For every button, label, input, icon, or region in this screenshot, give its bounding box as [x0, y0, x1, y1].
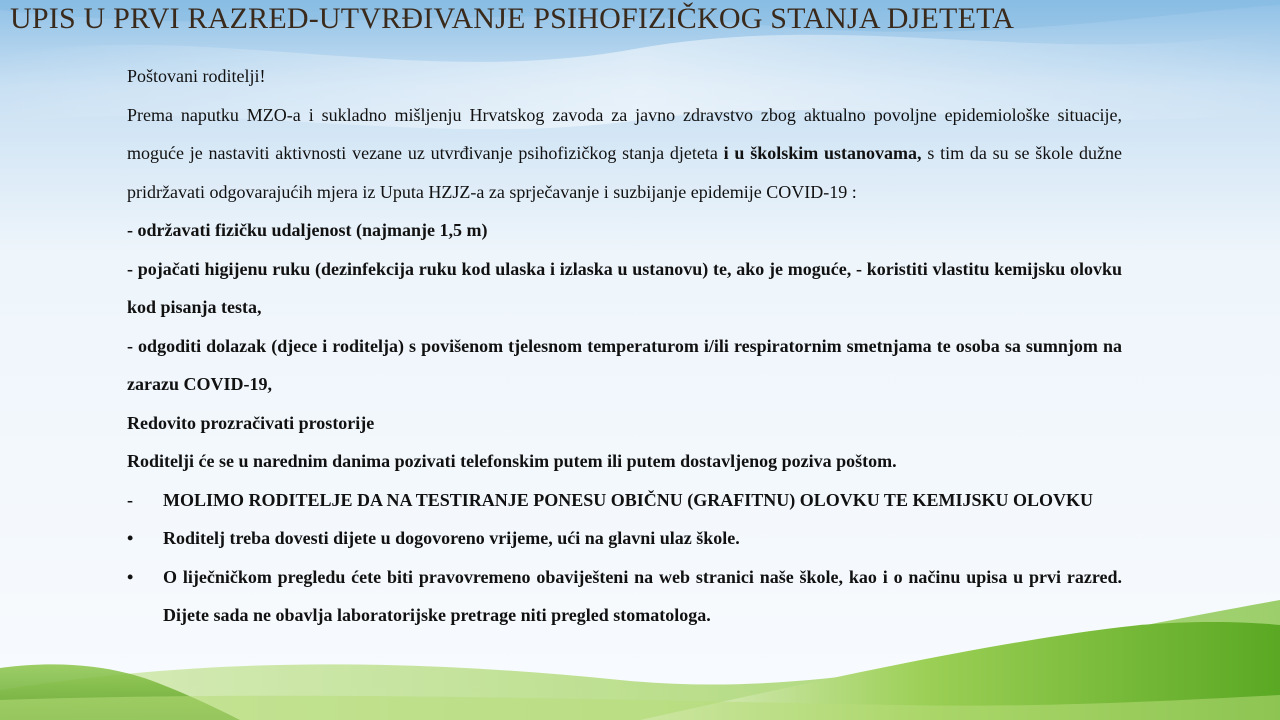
bullet-icon: • — [127, 528, 134, 548]
list-item — [127, 481, 1122, 520]
slide-title: UPIS U PRVI RAZRED-UTVRĐIVANJE PSIHOFIZIČKOG STANJA DJETETA — [10, 2, 1015, 35]
measure-distance: - održavati fizičku udaljenost (najmanje 1,5 m) — [127, 220, 488, 240]
list-item-text: O liječničkom pregledu ćete biti pravovremeno obaviješteni na web stranici naše škole, kao i o načinu upisa u prvi razred. Dijete sada ne obavlja laboratorijske pretrage niti pregled stomatologa. — [163, 566, 1122, 625]
list-item-text: Roditelj treba dovesti dijete u dogovoreno vrijeme, ući na glavni ulaz škole. — [163, 528, 740, 548]
bullet-icon: • — [127, 566, 134, 587]
slide-body — [127, 57, 1122, 635]
list-item — [127, 558, 1122, 635]
dash-marker: - — [127, 489, 133, 510]
measure-hygiene: - pojačati higijenu ruku (dezinfekcija ruku kod ulaska i izlaska u ustanovu) te, ako je moguće, - koristiti vlastitu kemijsku olovku kod pisanja testa, — [127, 258, 1122, 317]
phone-notice: Roditelji će se u narednim danima pozivati telefonskim putem ili putem dostavljenog poziva poštom. — [127, 451, 897, 471]
greeting: Poštovani roditelji! — [127, 66, 266, 86]
intro-text: Prema naputku MZO-a i sukladno mišljenju Hrvatskog zavoda za javno zdravstvo zbog aktualno povoljne epidemiološke situacije, moguće je nastaviti aktivnosti vezane uz utvrđivanje psihofizičkog stanja djeteta — [127, 104, 1122, 163]
list-item-text: MOLIMO RODITELJE DA NA TESTIRANJE PONESU OBIČNU (GRAFITNU) OLOVKU TE KEMIJSKU OLOVKU — [163, 489, 1093, 510]
intro-paragraph — [127, 96, 1122, 212]
intro-text-continued: s tim da su se škole dužne pridržavati odgovarajućih mjera iz Uputa HZJZ-a za sprječavanje i suzbijanje epidemije COVID-19 : — [127, 143, 1122, 202]
intro-bold-text: i u školskim ustanovama, — [723, 143, 922, 163]
measure-postpone: - odgoditi dolazak (djece i roditelja) s povišenom tjelesnom temperaturom i/ili respiratornim smetnjama te osoba sa sumnjom na zarazu COVID-19, — [127, 335, 1122, 394]
ventilate-note: Redovito prozračivati prostorije — [127, 412, 375, 433]
list-item — [127, 519, 1122, 558]
